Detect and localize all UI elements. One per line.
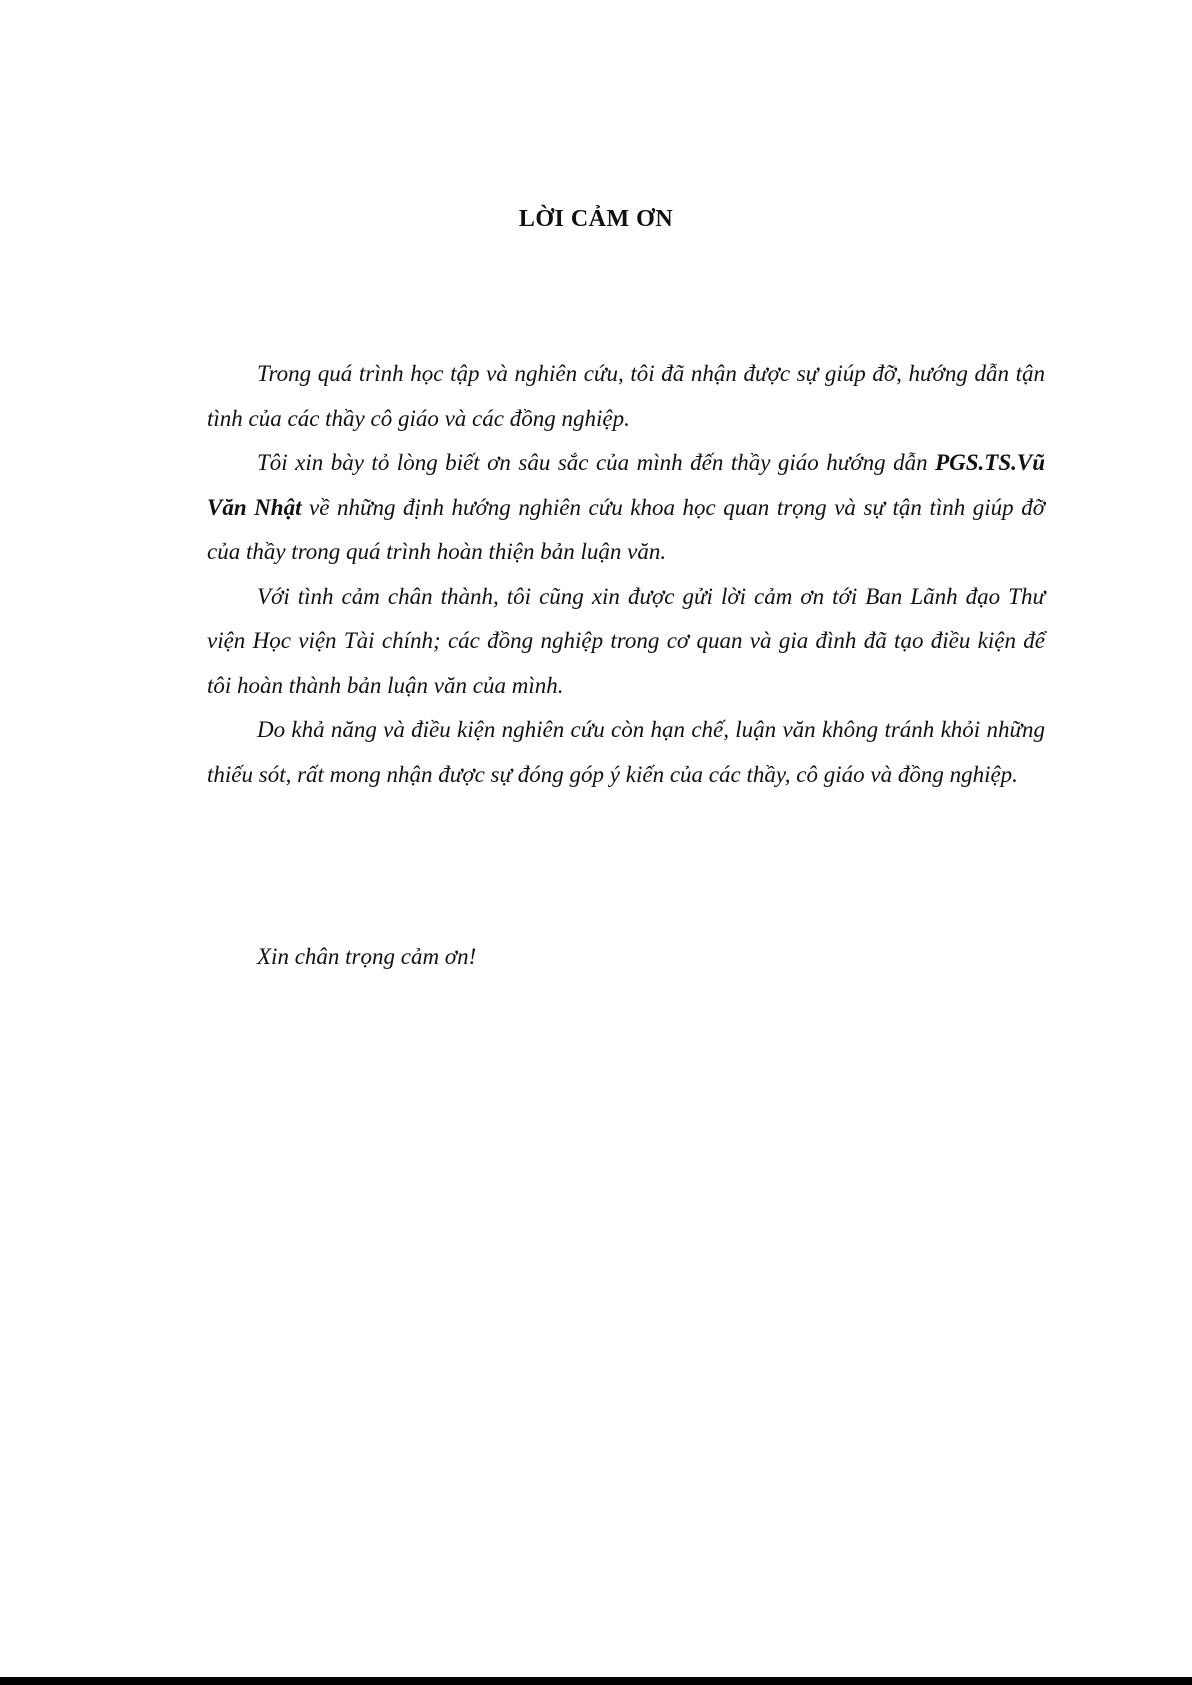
page-bottom-border (0, 1677, 1192, 1685)
paragraph-2-rest: về những định hướng nghiên cứu khoa học quan trọng và sự tận tình giúp đỡ của thầy trong quá trình hoàn thiện bản luận văn. (207, 494, 1045, 564)
page-title: LỜI CẢM ƠN (518, 206, 674, 232)
closing-line: Xin chân trọng cảm ơn! (257, 944, 477, 969)
paragraph-1: Trong quá trình học tập và nghiên cứu, tôi đã nhận được sự giúp đỡ, hướng dẫn tận tình của các thầy cô giáo và các đồng nghiệp. (207, 361, 1045, 431)
paragraph-2-lead: Tôi xin bày tỏ lòng biết ơn sâu sắc của mình đến thầy giáo hướng dẫn (257, 450, 936, 475)
advisor-name: PGS.TS.Vũ Văn Nhật (207, 450, 1045, 520)
acknowledgement-body (207, 352, 1045, 797)
paragraph-2 (207, 441, 1045, 575)
paragraph-3: Với tình cảm chân thành, tôi cũng xin được gửi lời cảm ơn tới Ban Lãnh đạo Thư viện Học viện Tài chính; các đồng nghiệp trong cơ quan và gia đình đã tạo điều kiện để tôi hoàn thành bản luận văn của mình. (207, 583, 1045, 698)
paragraph-4: Do khả năng và điều kiện nghiên cứu còn hạn chế, luận văn không tránh khỏi những thiếu sót, rất mong nhận được sự đóng góp ý kiến của các thầy, cô giáo và đồng nghiệp. (207, 717, 1045, 787)
